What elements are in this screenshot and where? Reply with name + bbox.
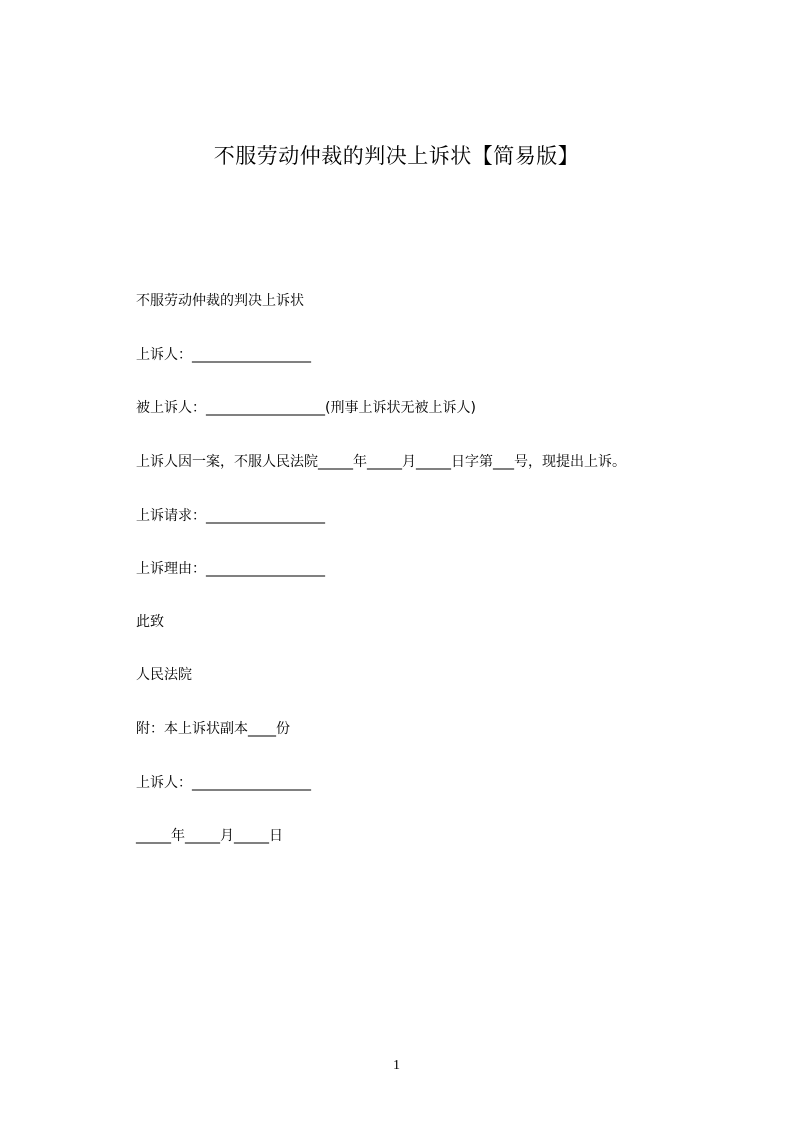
- subtitle-line: 不服劳动仲裁的判决上诉状: [136, 293, 304, 309]
- attachment-line: 附：本上诉状副本____份: [136, 721, 290, 737]
- appeal-statement-line: 上诉人因一案，不服人民法院_____年_____月_____日字第___号，现提出上诉。: [136, 454, 626, 470]
- date-line: _____年_____月_____日: [136, 828, 283, 844]
- court-line: 人民法院: [136, 667, 192, 683]
- appeal-request-line: 上诉请求：_________________: [136, 508, 325, 524]
- appellee-line: 被上诉人：_________________(刑事上诉状无被上诉人): [136, 400, 476, 416]
- appellant-line: 上诉人：_________________: [136, 347, 311, 363]
- appeal-reason-line: 上诉理由：_________________: [136, 561, 325, 577]
- salutation-line: 此致: [136, 614, 164, 630]
- signature-line: 上诉人：_________________: [136, 775, 311, 791]
- document-title: 不服劳动仲裁的判决上诉状【简易版】: [213, 144, 580, 168]
- page-number: 1: [393, 1058, 400, 1073]
